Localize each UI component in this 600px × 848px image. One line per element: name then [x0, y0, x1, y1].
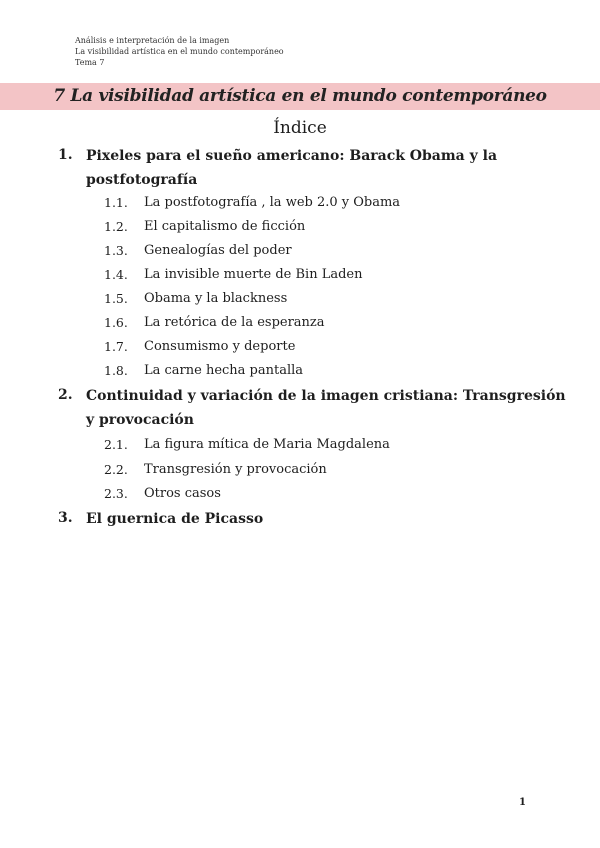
- toc-subsection-number: 1.7.: [104, 339, 128, 354]
- toc-subsection-title: La figura mítica de Maria Magdalena: [144, 437, 390, 452]
- toc-subsection-number: 1.4.: [104, 267, 128, 282]
- toc-subsection-number: 1.2.: [104, 219, 128, 234]
- toc-subsection-title: Obama y la blackness: [144, 291, 288, 306]
- toc-subsection-number: 2.2.: [104, 462, 128, 477]
- banner-title: 7 La visibilidad artística en el mundo contemporáneo: [53, 86, 547, 106]
- toc-subsection-title: La postfotografía , la web 2.0 y Obama: [144, 195, 401, 210]
- toc-subsection-title: Otros casos: [144, 486, 221, 501]
- header-unit: Tema 7: [75, 58, 105, 67]
- toc-section-title: El guernica de Picasso: [86, 511, 264, 527]
- toc-subsection-title: Transgresión y provocación: [144, 462, 327, 477]
- toc-subsection-number: 1.3.: [104, 243, 128, 258]
- header-topic: La visibilidad artística en el mundo contemporáneo: [75, 47, 284, 56]
- page-number: 1: [519, 797, 526, 808]
- toc-subsection-title: La invisible muerte de Bin Laden: [144, 267, 363, 282]
- toc-subsection-title: Genealogías del poder: [144, 243, 292, 258]
- title-banner: [0, 83, 600, 110]
- toc-subsection-title: La carne hecha pantalla: [144, 363, 304, 378]
- toc-subsection-number: 2.3.: [104, 486, 128, 501]
- toc-subsection-title: El capitalismo de ficción: [144, 219, 306, 234]
- toc-section-title: Pixeles para el sueño americano: Barack Obama y la postfotografía: [86, 148, 498, 188]
- header-course: Análisis e interpretación de la imagen: [75, 36, 230, 45]
- toc-section-title: Continuidad y variación de la imagen cristiana: Transgresión y provocación: [86, 388, 566, 428]
- toc-subsection-number: 2.1.: [104, 437, 128, 452]
- toc-section-number: 2.: [58, 387, 73, 403]
- toc-subsection-title: La retórica de la esperanza: [144, 315, 325, 330]
- toc-subsection-number: 1.8.: [104, 363, 128, 378]
- toc-subsection-number: 1.6.: [104, 315, 128, 330]
- index-title: Índice: [273, 118, 327, 138]
- toc-section-number: 3.: [58, 510, 73, 526]
- toc-section-number: 1.: [58, 147, 73, 163]
- toc-subsection-title: Consumismo y deporte: [144, 339, 296, 354]
- toc-subsection-number: 1.1.: [104, 195, 128, 210]
- running-header: [75, 35, 284, 68]
- toc-subsection-number: 1.5.: [104, 291, 128, 306]
